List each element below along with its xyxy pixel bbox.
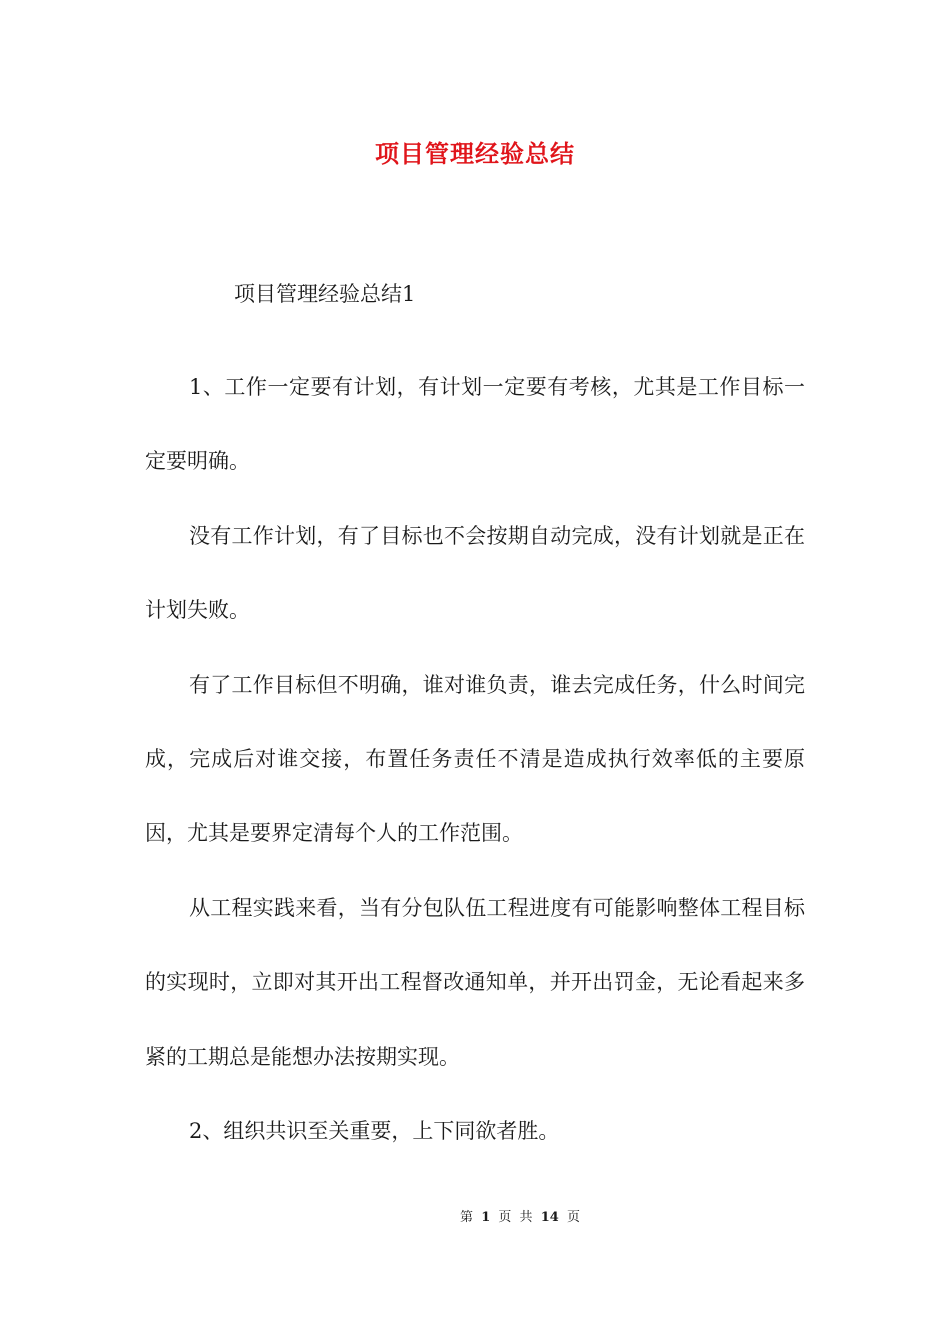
paragraph-1: 1、工作一定要有计划，有计划一定要有考核，尤其是工作目标一定要明确。 (145, 375, 805, 474)
document-body (145, 350, 805, 1168)
current-page-number: 1 (481, 1210, 491, 1225)
paragraph-4: 从工程实践来看，当有分包队伍工程进度有可能影响整体工程目标的实现时，立即对其开出工程督改通知单，并开出罚金，无论看起来多紧的工期总是能想办法按期实现。 (145, 895, 805, 1069)
footer-prefix: 第 (460, 1210, 474, 1225)
footer-suffix: 页 (566, 1210, 580, 1225)
page-footer (0, 1208, 950, 1228)
footer-total-prefix: 共 (519, 1210, 533, 1225)
paragraph-2: 没有工作计划，有了目标也不会按期自动完成，没有计划就是正在计划失败。 (145, 523, 805, 623)
paragraph-5: 2、组织共识至关重要，上下同欲者胜。 (189, 1119, 560, 1144)
footer-page-word: 页 (498, 1210, 512, 1225)
section-subheading: 项目管理经验总结1 (234, 282, 416, 306)
document-title: 项目管理经验总结 (375, 139, 575, 168)
paragraph-3: 有了工作目标但不明确，谁对谁负责，谁去完成任务，什么时间完成，完成后对谁交接，布置任务责任不清是造成执行效率低的主要原因，尤其是要界定清每个人的工作范围。 (145, 672, 805, 846)
total-page-count: 14 (540, 1210, 559, 1225)
